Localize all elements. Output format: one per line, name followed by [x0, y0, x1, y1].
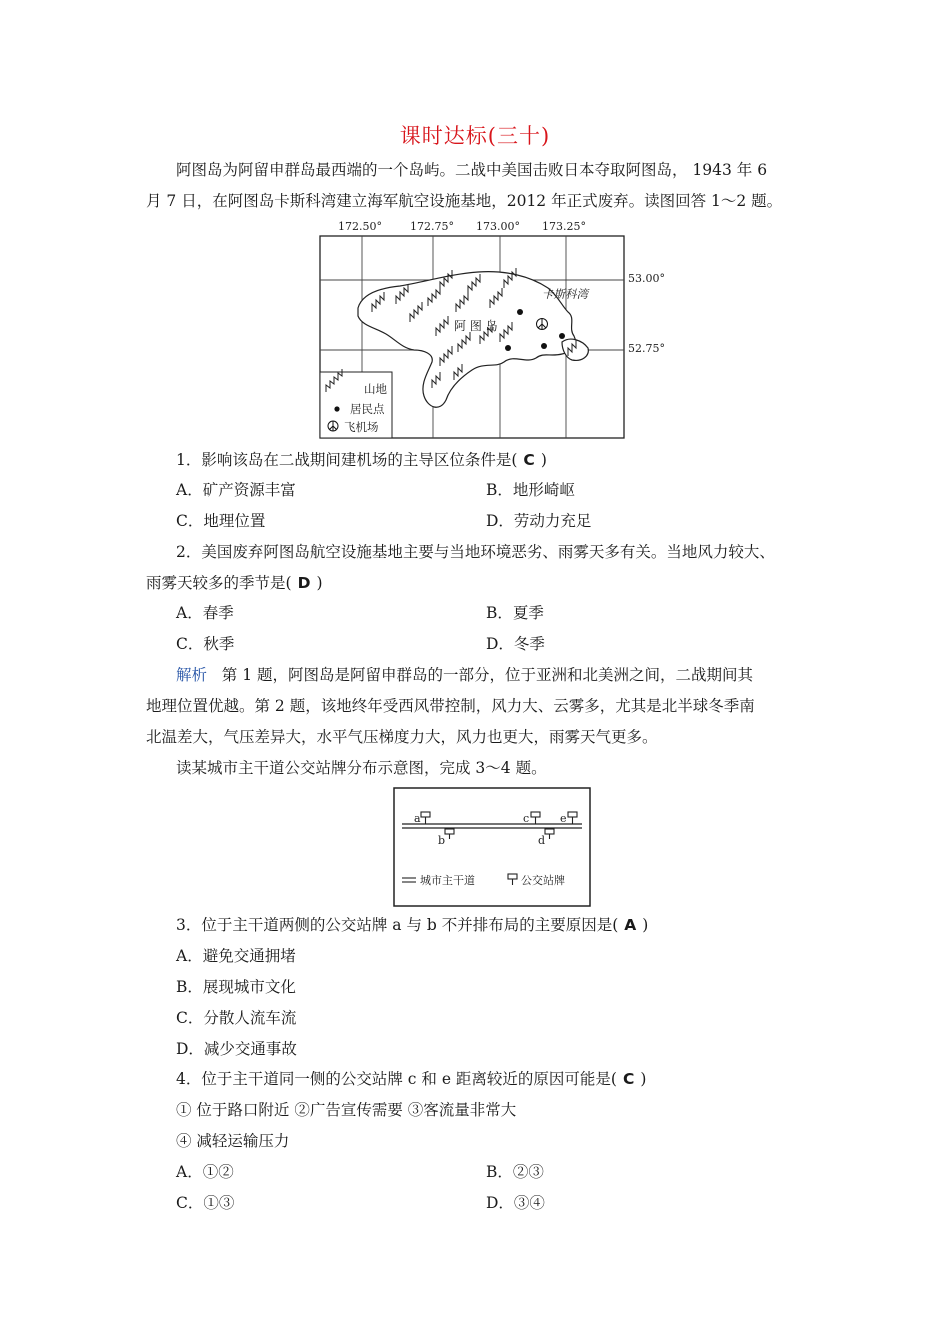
q4-answer: C [622, 1070, 635, 1088]
settlement-dot [517, 309, 523, 315]
q1-stem: 1．影响该岛在二战期间建机场的主导区位条件是( C ) [176, 451, 547, 469]
q3-stem: 3．位于主干道两侧的公交站牌 a 与 b 不并排布局的主要原因是( A ) [176, 916, 649, 934]
lon-label-2: 172.75° [410, 220, 454, 233]
stop-label-b: b [438, 834, 446, 847]
analysis-label: 解析 [176, 666, 208, 684]
legend-airport-label: 飞机场 [344, 420, 379, 434]
settlement-dot [541, 343, 547, 349]
q2-stem-line-1: 2．美国废弃阿图岛航空设施基地主要与当地环境恶劣、雨雾天多有关。当地风力较大、 [176, 543, 775, 561]
q2-option-c: C．秋季 [176, 635, 235, 653]
intro-line-1: 阿图岛为阿留申群岛最西端的一个岛屿。二战中美国击败日本夺取阿图岛， 1943 年 6 [176, 161, 768, 179]
q1-answer: C [523, 451, 535, 469]
q3-option-b: B．展现城市文化 [176, 978, 296, 996]
q1-option-a: A．矿产资源丰富 [176, 481, 296, 499]
q4-option-b: B．②③ [486, 1163, 544, 1181]
island-label: 阿 图 岛 [454, 319, 498, 333]
analysis-line-3: 北温差大，气压差异大，水平气压梯度力大，风力也更大，雨雾天气更多。 [146, 728, 658, 746]
q2-option-b: B．夏季 [486, 604, 544, 622]
lat-label-2: 52.75° [628, 342, 665, 355]
bay-label: 卡斯科湾 [542, 287, 588, 301]
bus-stop-diagram [392, 786, 592, 908]
legend-stop-label: 公交站牌 [521, 874, 565, 887]
page-title: 课时达标(三十) [399, 124, 551, 148]
q2-option-d: D．冬季 [486, 635, 545, 653]
lat-label-1: 53.00° [628, 272, 665, 285]
stop-label-a: a [414, 812, 421, 825]
stop-label-e: e [560, 812, 567, 825]
settlement-dot [505, 345, 511, 351]
attu-island-map [300, 216, 680, 444]
analysis-line-1: 解析 第 1 题，阿图岛是阿留申群岛的一部分，位于亚洲和北美洲之间，二战期间其 [176, 666, 754, 684]
legend-mountain-label: 山地 [364, 382, 387, 396]
q1-option-c: C．地理位置 [176, 512, 266, 530]
q3-option-d: D．减少交通事故 [176, 1040, 297, 1058]
legend-settlement-label: 居民点 [350, 402, 385, 416]
legend-road-label: 城市主干道 [420, 874, 475, 887]
q1-option-b: B．地形崎岖 [486, 481, 575, 499]
lon-label-3: 173.00° [476, 220, 520, 233]
settlement-dot [559, 333, 565, 339]
stop-label-d: d [538, 834, 546, 847]
q4-option-a: A．①② [176, 1163, 234, 1181]
q4-items-line-1: ① 位于路口附近 ②广告宣传需要 ③客流量非常大 [176, 1101, 517, 1119]
stop-label-c: c [523, 812, 530, 825]
q4-option-c: C．①③ [176, 1194, 235, 1212]
q2-stem-line-2: 雨雾天较多的季节是( D ) [146, 574, 323, 592]
q3-option-a: A．避免交通拥堵 [176, 947, 296, 965]
diagram-frame [394, 788, 590, 906]
q3-answer: A [624, 916, 637, 934]
intro-2: 读某城市主干道公交站牌分布示意图，完成 3～4 题。 [176, 759, 547, 777]
analysis-line-2: 地理位置优越。第 2 题，该地终年受西风带控制，风力大、云雾多，尤其是北半球冬季南 [146, 697, 755, 715]
q3-option-c: C．分散人流车流 [176, 1009, 297, 1027]
legend-settlement-icon [334, 406, 339, 411]
q2-option-a: A．春季 [176, 604, 234, 622]
q2-answer: D [297, 574, 311, 592]
lon-label-4: 173.25° [542, 220, 586, 233]
q4-items-line-2: ④ 减轻运输压力 [176, 1132, 290, 1150]
q1-option-d: D．劳动力充足 [486, 512, 592, 530]
q4-stem: 4．位于主干道同一侧的公交站牌 c 和 e 距离较近的原因可能是( C ) [176, 1070, 647, 1088]
q4-option-d: D．③④ [486, 1194, 545, 1212]
lon-label-1: 172.50° [338, 220, 382, 233]
intro-line-2: 月 7 日，在阿图岛卡斯科湾建立海军航空设施基地，2012 年正式废弃。读图回答 1～2 题。 [146, 192, 783, 210]
